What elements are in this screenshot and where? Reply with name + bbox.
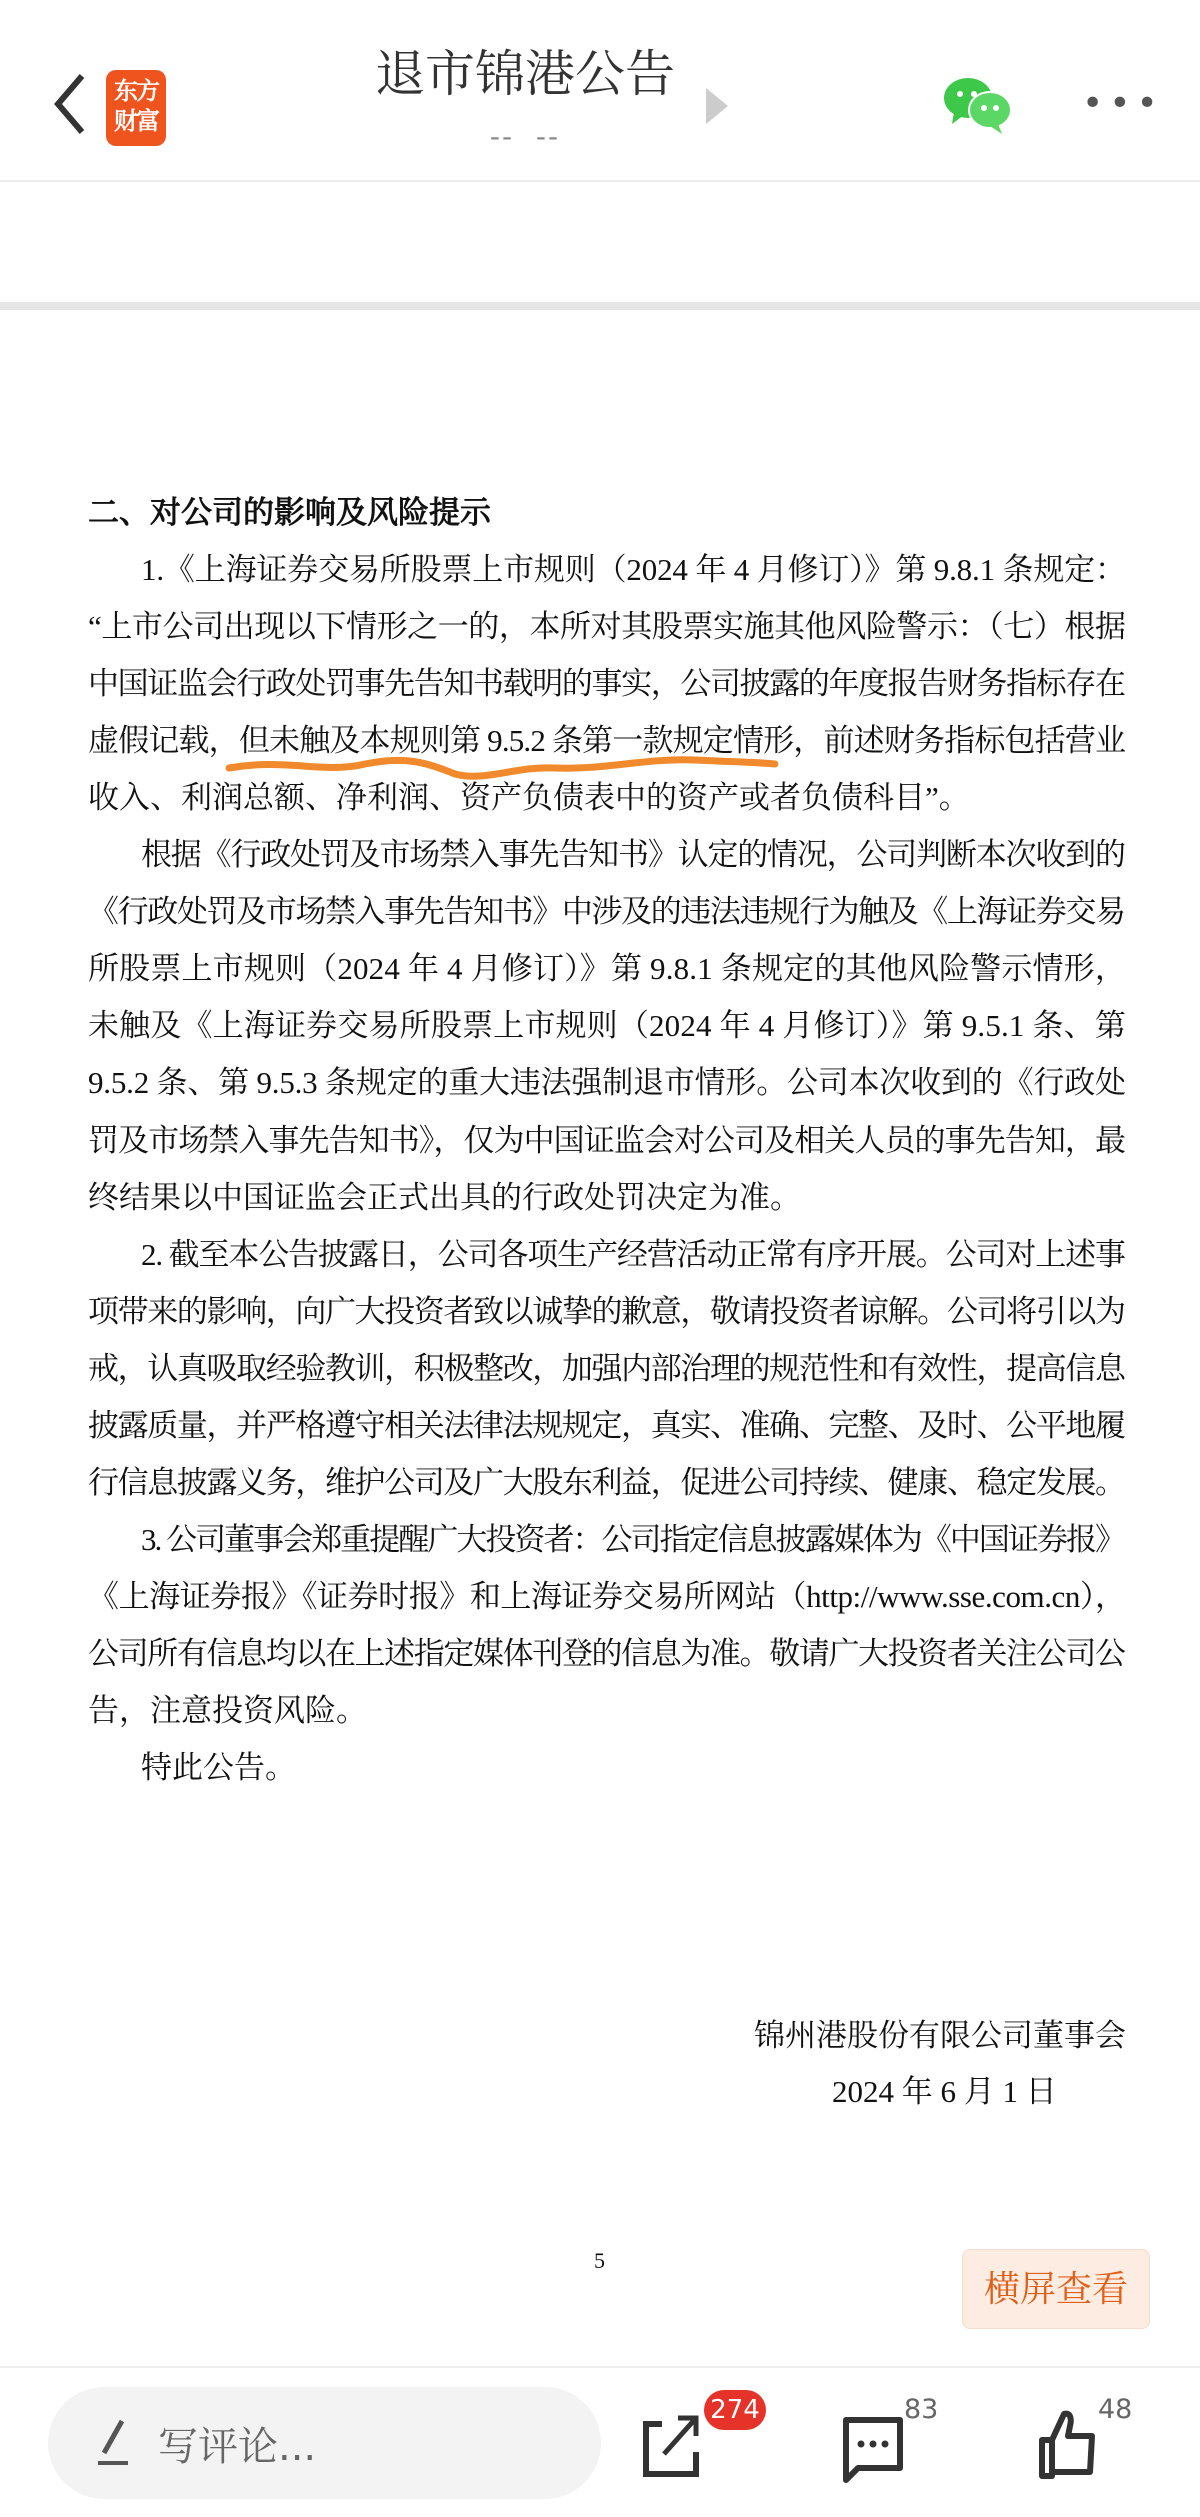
back-chevron-icon[interactable] — [50, 72, 90, 136]
wechat-share-icon[interactable] — [940, 74, 1016, 134]
handwritten-underline-mark — [225, 752, 780, 782]
document-line-row — [88, 940, 1126, 997]
eastmoney-logo[interactable] — [106, 70, 166, 146]
document-text-line: “上市公司出现以下情形之一的，本所对其股票实施其他风险警示：（七）根据 — [88, 609, 1126, 645]
document-line-row — [88, 1625, 1126, 1682]
document-line-row — [88, 541, 1126, 598]
share-icon[interactable] — [640, 2410, 704, 2480]
page-title: 退市锦港公告 — [375, 45, 675, 103]
document-line-row — [88, 1283, 1126, 1340]
document-line-row — [88, 655, 1126, 712]
section-heading: 二、对公司的影响及风险提示 — [88, 495, 491, 530]
document-line-row — [88, 1568, 1126, 1625]
document-line-row — [88, 1739, 1126, 1796]
document-text-line: 2. 截至本公告披露日，公司各项生产经营活动正常有序开展。公司对上述事 — [141, 1236, 1125, 1272]
document-text-line: 收入、利润总额、净利润、资产负债表中的资产或者负债科目”。 — [88, 780, 970, 816]
document-text-line: 根据《行政处罚及市场禁入事先告知书》认定的情况，公司判断本次收到的 — [141, 837, 1125, 873]
share-count-badge: 274 — [704, 2390, 766, 2430]
play-triangle-icon[interactable] — [706, 88, 728, 124]
document-text-line: 3. 公司董事会郑重提醒广大投资者：公司指定信息披露媒体为《中国证券报》 — [141, 1521, 1125, 1557]
comment-placeholder: 写评论... — [158, 2424, 317, 2470]
page-subtitle: -- -- — [489, 120, 561, 153]
like-count: 48 — [1098, 2394, 1133, 2425]
document-line-row — [88, 1682, 1126, 1739]
document-line-row — [88, 1397, 1126, 1454]
document-text-line: 终结果以中国证监会正式出具的行政处罚决定为准。 — [88, 1179, 801, 1215]
document-text-line: 披露质量，并严格遵守相关法律法规规定，真实、准确、完整、及时、公平地履 — [88, 1407, 1125, 1443]
document-line-row — [88, 1454, 1126, 1511]
announcement-date: 2024 年 6 月 1 日 — [832, 2074, 1057, 2109]
logo-text-line: 财富 — [114, 107, 158, 135]
comment-icon[interactable] — [840, 2410, 906, 2486]
document-line-row — [88, 883, 1126, 940]
document-text-line: 中国证监会行政处罚事先告知书载明的事实，公司披露的年度报告财务指标存在 — [88, 666, 1125, 702]
signature-company: 锦州港股份有限公司董事会 — [754, 2018, 1126, 2053]
bottom-divider — [0, 2366, 1200, 2368]
header-divider — [0, 180, 1200, 182]
page-number: 5 — [594, 2248, 605, 2273]
document-text-line: 公司所有信息均以在上述指定媒体刊登的信息为准。敬请广大投资者关注公司公 — [88, 1635, 1125, 1671]
document-text-line: 虚假记载，但未触及本规则第 9.5.2 条第一款规定情形，前述财务指标包括营业 — [88, 723, 1126, 759]
document-text-line: 罚及市场禁入事先告知书》，仅为中国证监会对公司及相关人员的事先告知，最 — [88, 1122, 1126, 1158]
announcement-body — [88, 484, 1126, 1796]
document-text-line: 1.《上海证券交易所股票上市规则（2024 年 4 月修订）》第 9.8.1 条规定： — [141, 552, 1126, 588]
landscape-view-button[interactable]: 横屏查看 — [962, 2249, 1150, 2329]
document-line-row — [88, 1511, 1126, 1568]
document-line-row — [88, 1226, 1126, 1283]
document-text-line: 特此公告。 — [141, 1750, 296, 1786]
more-options-icon[interactable]: ••• — [1082, 83, 1164, 124]
document-text-line: 《上海证券报》《证券时报》和上海证券交易所网站（http://www.sse.com.cn）， — [88, 1578, 1126, 1614]
document-line-row — [88, 598, 1126, 655]
section-heading-row — [88, 484, 1126, 541]
document-text-line: 告，注意投资风险。 — [88, 1692, 367, 1728]
document-text-line: 《行政处罚及市场禁入事先告知书》中涉及的违法违规行为触及《上海证券交易 — [88, 894, 1125, 930]
document-text-line: 所股票上市规则（2024 年 4 月修订）》第 9.8.1 条规定的其他风险警示情形， — [88, 951, 1126, 987]
document-line-row — [88, 1112, 1126, 1169]
document-text-line: 项带来的影响，向广大投资者致以诚挚的歉意，敬请投资者谅解。公司将引以为 — [88, 1293, 1125, 1329]
document-line-row — [88, 1054, 1126, 1111]
document-text-line: 未触及《上海证券交易所股票上市规则（2024 年 4 月修订）》第 9.5.1 条、第 — [88, 1008, 1126, 1044]
like-thumbs-up-icon[interactable] — [1036, 2406, 1100, 2482]
document-text-line: 行信息披露义务，维护公司及广大股东利益，促进公司持续、健康、稳定发展。 — [88, 1464, 1125, 1500]
comment-count: 83 — [904, 2394, 939, 2425]
section-divider — [0, 302, 1200, 310]
logo-text-line: 东方 — [114, 77, 158, 105]
pencil-icon — [96, 2417, 130, 2467]
document-text-line: 9.5.2 条、第 9.5.3 条规定的重大违法强制退市情形。公司本次收到的《行政处 — [88, 1065, 1126, 1101]
document-line-row — [88, 826, 1126, 883]
document-line-row — [88, 1169, 1126, 1226]
document-text-line: 戒，认真吸取经验教训，积极整改，加强内部治理的规范性和有效性，提高信息 — [88, 1350, 1125, 1386]
document-line-row — [88, 1340, 1126, 1397]
document-line-row — [88, 997, 1126, 1054]
comment-input[interactable] — [48, 2387, 601, 2499]
